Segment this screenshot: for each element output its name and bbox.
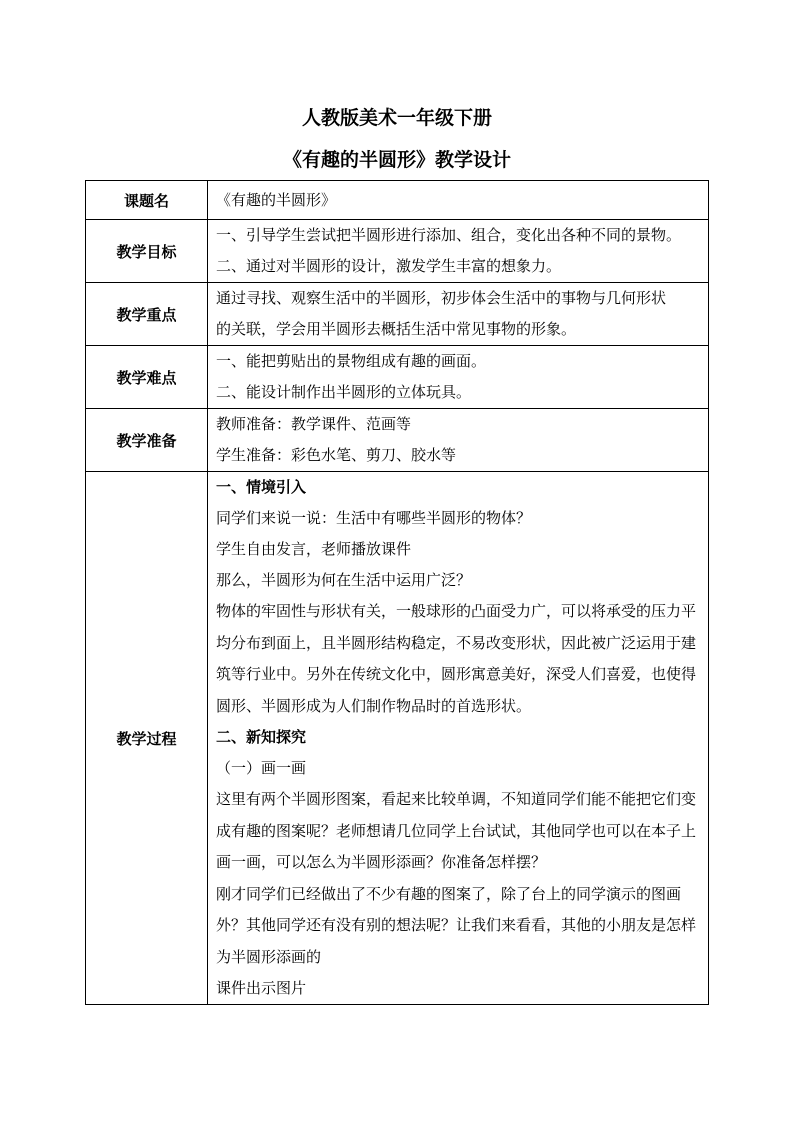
process-paragraph: 这里有两个半圆形图案，看起来比较单调，不知道同学们能不能把它们变成有趣的图案呢？老师想请几位同学上台试试，其他同学也可以在本子上画一画，可以怎么为半圆形添画？你准备怎样摆？ xyxy=(216,790,697,871)
process-line: 学生自由发言，老师播放课件 xyxy=(216,540,412,558)
table-row-topic xyxy=(86,181,709,220)
process-line: 同学们来说一说：生活中有哪些半圆形的物体？ xyxy=(216,509,532,527)
table-row-objectives xyxy=(86,220,709,283)
section-heading-explore: 二、新知探究 xyxy=(216,728,307,746)
preparation-cell xyxy=(208,409,709,472)
difficulties-line-1: 一、能把剪贴出的景物组成有趣的画面。 xyxy=(216,352,487,370)
section-heading-intro: 一、情境引入 xyxy=(216,478,307,496)
difficulties-cell xyxy=(208,346,709,409)
document-title: 人教版美术一年级下册 xyxy=(301,107,492,129)
preparation-label: 教学准备 xyxy=(86,409,208,472)
key-points-cell xyxy=(208,283,709,346)
subsection-heading-draw: （一）画一画 xyxy=(216,759,307,777)
lesson-plan-table xyxy=(85,180,709,1005)
objectives-line-1: 一、引导学生尝试把半圆形进行添加、组合，变化出各种不同的景物。 xyxy=(216,226,682,244)
table-row-difficulties xyxy=(86,346,709,409)
process-line: 那么，半圆形为何在生活中运用广泛？ xyxy=(216,571,472,589)
objectives-label: 教学目标 xyxy=(86,220,208,283)
preparation-line-1: 教师准备：教学课件、范画等 xyxy=(216,415,412,433)
document-subtitle: 《有趣的半圆形》教学设计 xyxy=(282,149,511,171)
table-row-process xyxy=(86,472,709,1005)
key-points-line-1: 通过寻找、观察生活中的半圆形，初步体会生活中的事物与几何形状 xyxy=(216,289,667,307)
table-row-preparation xyxy=(86,409,709,472)
process-paragraph: 物体的牢固性与形状有关，一般球形的凸面受力广，可以将承受的压力平均分布到面上，且半圆形结构稳定，不易改变形状，因此被广泛运用于建筑等行业中。另外在传统文化中，圆形寓意美好，深受人们喜爱，也使得圆形、半圆形成为人们制作物品时的首选形状。 xyxy=(216,602,697,715)
table-row-key-points xyxy=(86,283,709,346)
topic-label: 课题名 xyxy=(86,181,208,220)
preparation-line-2: 学生准备：彩色水笔、剪刀、胶水等 xyxy=(216,446,457,464)
objectives-cell xyxy=(208,220,709,283)
topic-value: 《有趣的半圆形》 xyxy=(216,190,337,209)
key-points-label: 教学重点 xyxy=(86,283,208,346)
process-label: 教学过程 xyxy=(86,472,208,1005)
difficulties-line-2: 二、能设计制作出半圆形的立体玩具。 xyxy=(216,383,472,401)
topic-cell xyxy=(208,181,709,220)
process-line: 课件出示图片 xyxy=(216,979,307,997)
objectives-line-2: 二、通过对半圆形的设计，激发学生丰富的想象力。 xyxy=(216,257,562,275)
process-paragraph: 刚才同学们已经做出了不少有趣的图案了，除了台上的同学演示的图画外？其他同学还有没有别的想法呢？让我们来看看，其他的小朋友是怎样为半圆形添画的 xyxy=(216,884,697,966)
difficulties-label: 教学难点 xyxy=(86,346,208,409)
key-points-line-2: 的关联，学会用半圆形去概括生活中常见事物的形象。 xyxy=(216,320,577,338)
process-cell xyxy=(208,472,709,1005)
